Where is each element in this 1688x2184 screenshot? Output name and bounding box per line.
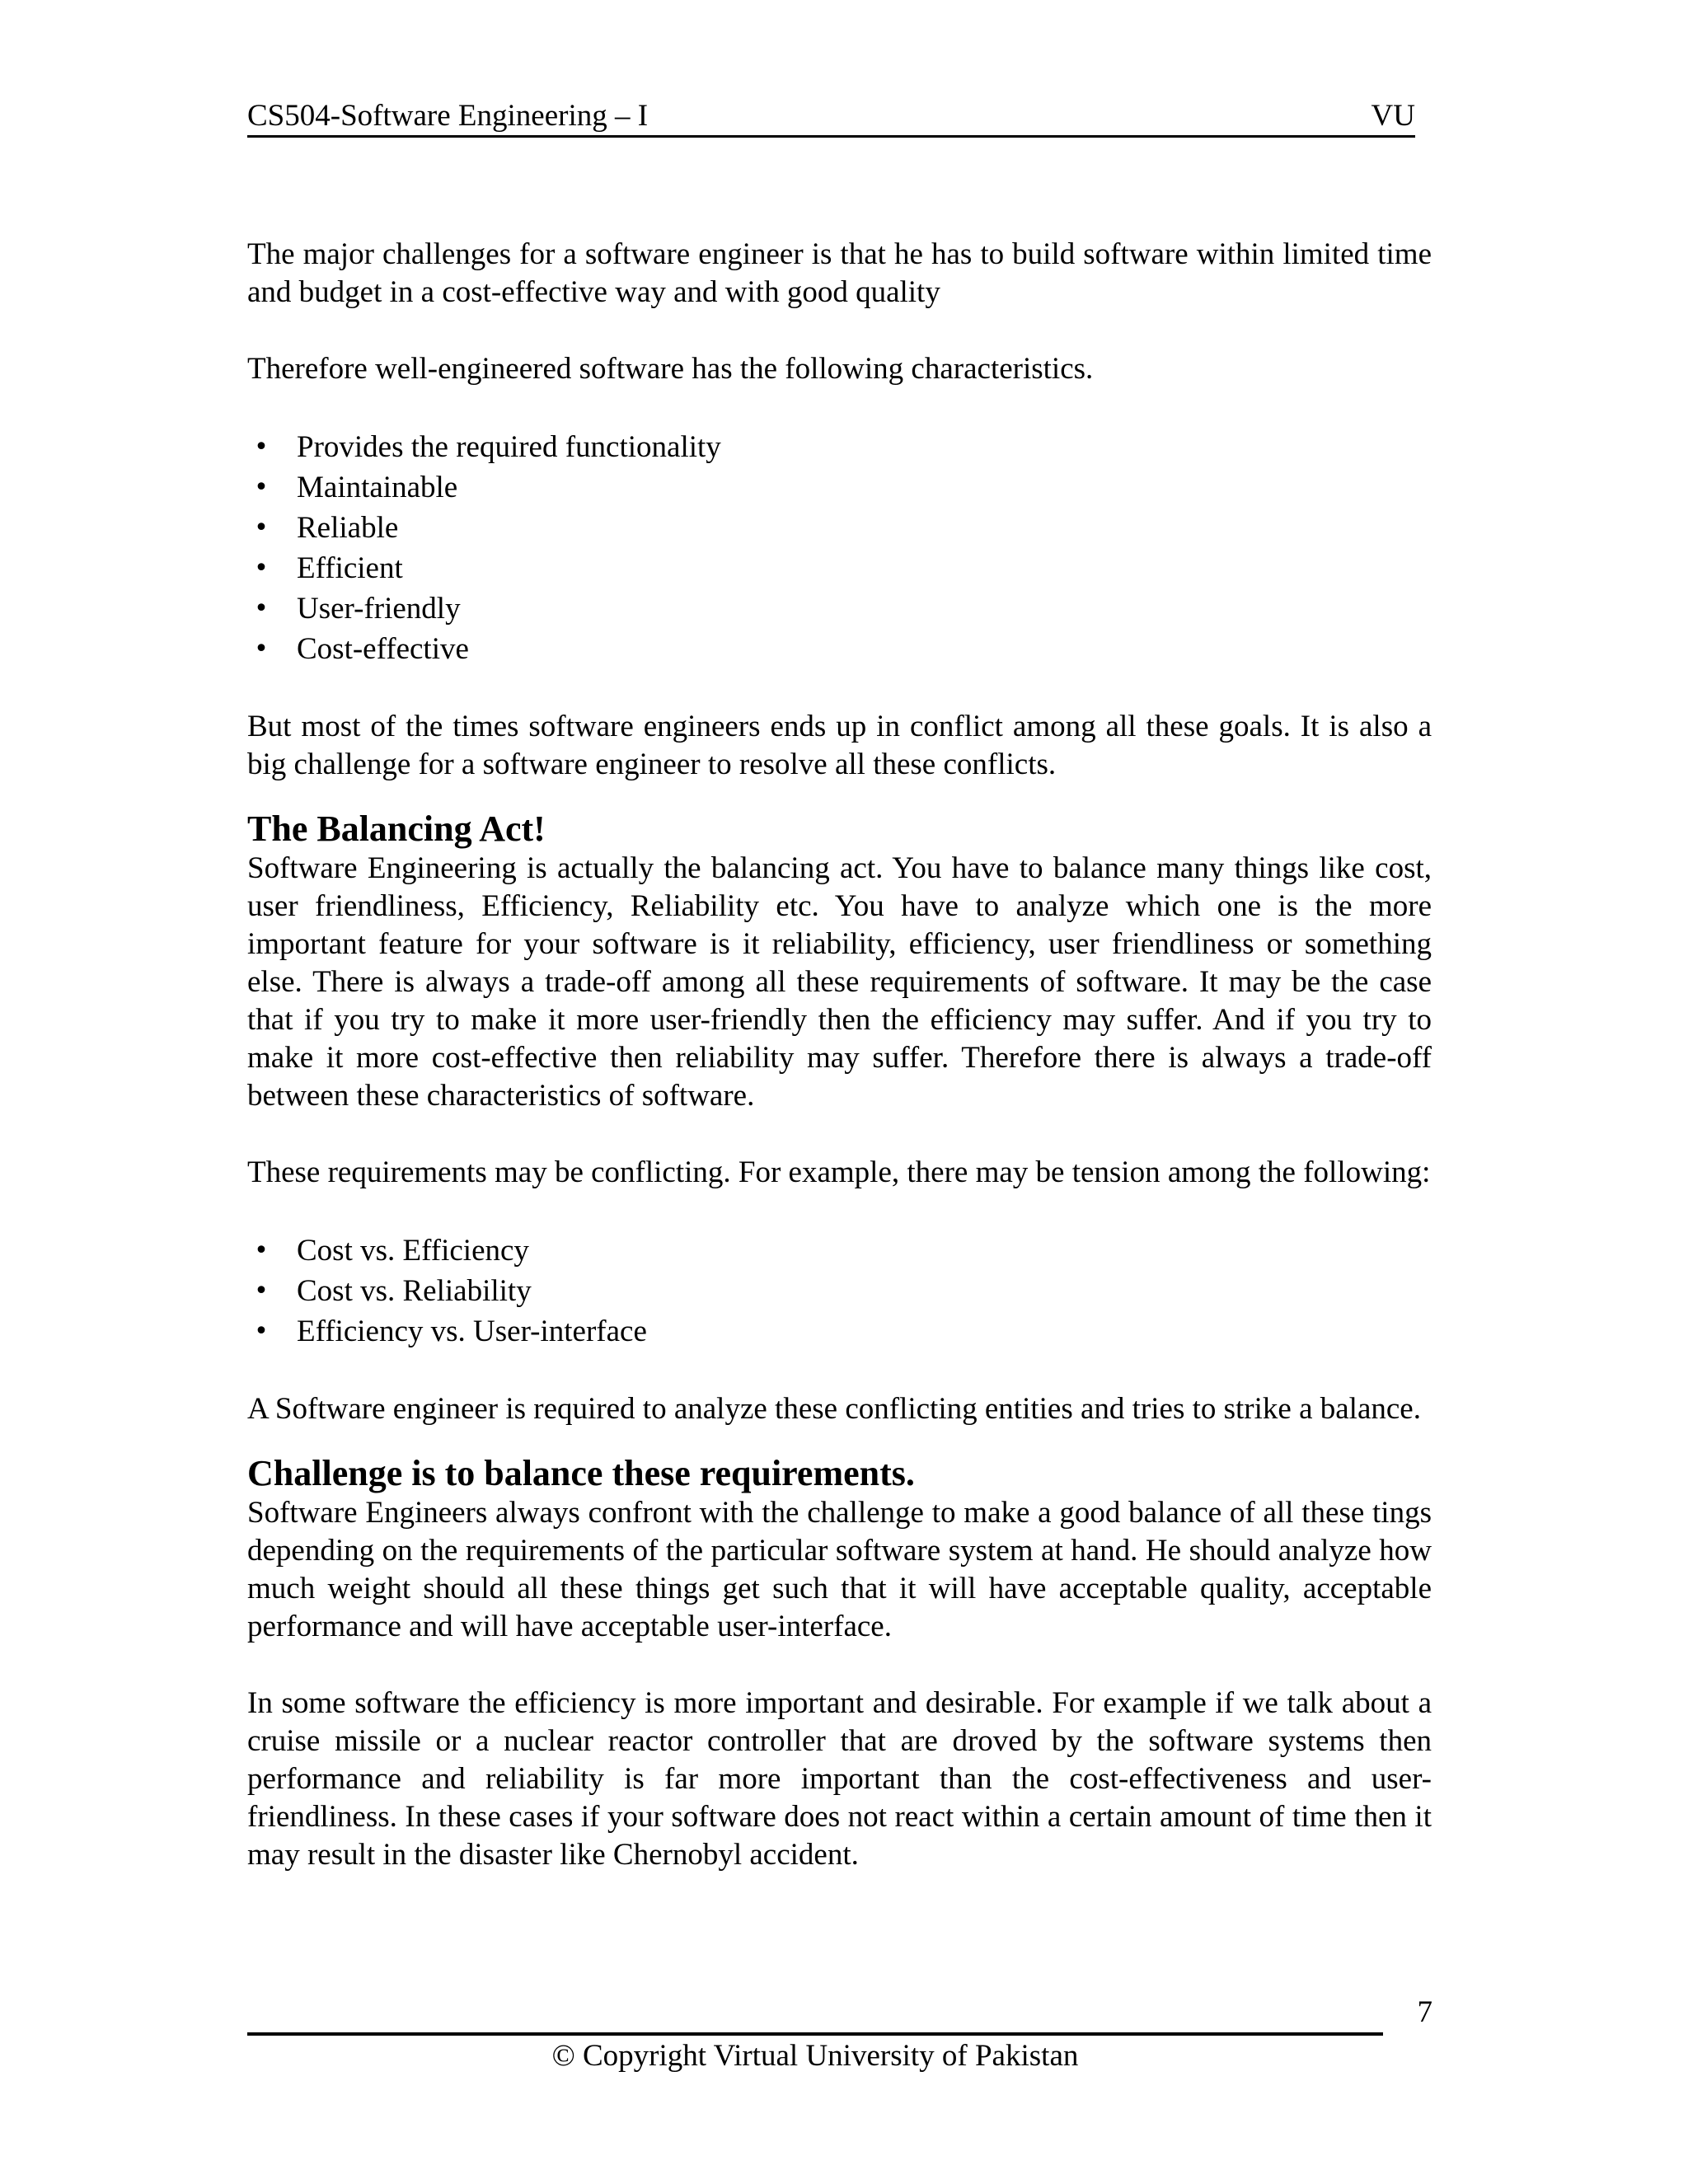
list-item-text: Efficient — [297, 551, 403, 585]
list-item-text: Cost-effective — [297, 632, 469, 666]
paragraph-conflicts: But most of the times software engineers ends up in conflict among all these goals. It is also a big challenge for a software engineer to resolve all these conflicts. — [247, 710, 1432, 781]
list-item — [247, 427, 1432, 467]
footer-divider — [247, 2032, 1383, 2036]
list-item-text: Provides the required functionality — [297, 430, 721, 464]
bullet-icon: • — [254, 513, 269, 542]
list-item — [247, 467, 1432, 508]
page-number: 7 — [1417, 1995, 1432, 2029]
list-item-text: Efficiency vs. User-interface — [297, 1315, 647, 1348]
bullet-icon: • — [254, 1236, 269, 1265]
paragraph-balance-requirements: Software Engineers always confront with the challenge to make a good balance of all these tings depending on the requirements of the particular software system at hand. He should analyze how much weight should all these things get such that it will have acceptable quality, acceptable performance and will have acceptable user-interface. — [247, 1496, 1432, 1643]
bullet-icon: • — [254, 635, 269, 663]
heading-balance-requirements: Challenge is to balance these requirements. — [247, 1453, 915, 1493]
list-item — [247, 1311, 1432, 1352]
tensions-list — [247, 1230, 1432, 1352]
list-item-text: User-friendly — [297, 592, 461, 626]
bullet-icon: • — [254, 594, 269, 623]
list-item — [247, 508, 1432, 548]
paragraph-challenges: The major challenges for a software engineer is that he has to build software within limited time and budget in a cost-effective way and with good quality — [247, 237, 1432, 309]
paragraph-characteristics-intro: Therefore well-engineered software has the following characteristics. — [247, 352, 1094, 386]
copyright-notice: © Copyright Virtual University of Pakistan — [551, 2039, 1079, 2073]
university-abbreviation: VU — [1371, 99, 1415, 133]
bullet-icon: • — [254, 554, 269, 583]
list-item-text: Maintainable — [297, 471, 458, 504]
page-header — [247, 97, 1415, 138]
bullet-icon: • — [254, 473, 269, 502]
list-item — [247, 588, 1432, 629]
page-content — [247, 236, 1432, 1874]
bullet-icon: • — [254, 433, 269, 462]
list-item-text: Reliable — [297, 511, 399, 545]
list-item — [247, 1271, 1432, 1311]
list-item-text: Cost vs. Efficiency — [297, 1234, 529, 1268]
paragraph-efficiency-example: In some software the efficiency is more important and desirable. For example if we talk about a cruise missile or a nuclear reactor controller that are droved by the software systems then performance and reliability is far more important than the cost-effectiveness and user-friendliness. In these cases if your software does not react within a certain amount of time then it may result in the disaster like Chernobyl accident. — [247, 1686, 1432, 1872]
bullet-icon: • — [254, 1277, 269, 1305]
list-item — [247, 1230, 1432, 1271]
paragraph-tension-intro: These requirements may be conflicting. For example, there may be tension among the following: — [247, 1155, 1431, 1189]
bullet-icon: • — [254, 1317, 269, 1346]
paragraph-balancing-act: Software Engineering is actually the balancing act. You have to balance many things like cost, user friendliness, Efficiency, Reliability etc. You have to analyze which one is the more important feature for your software is it reliability, efficiency, user friendliness or something else. There is always a trade-off among all these requirements of software. It may be the case that if you try to make it more user-friendly then the efficiency may suffer. And if you try to make it more cost-effective then reliability may suffer. Therefore there is always a trade-off between these characteristics of software. — [247, 851, 1432, 1113]
course-title: CS504-Software Engineering – I — [247, 99, 649, 133]
list-item — [247, 629, 1432, 669]
heading-balancing-act: The Balancing Act! — [247, 808, 546, 849]
characteristics-list — [247, 427, 1432, 669]
list-item-text: Cost vs. Reliability — [297, 1274, 532, 1308]
list-item — [247, 548, 1432, 588]
paragraph-strike-balance: A Software engineer is required to analyze these conflicting entities and tries to strike a balance. — [247, 1392, 1421, 1426]
